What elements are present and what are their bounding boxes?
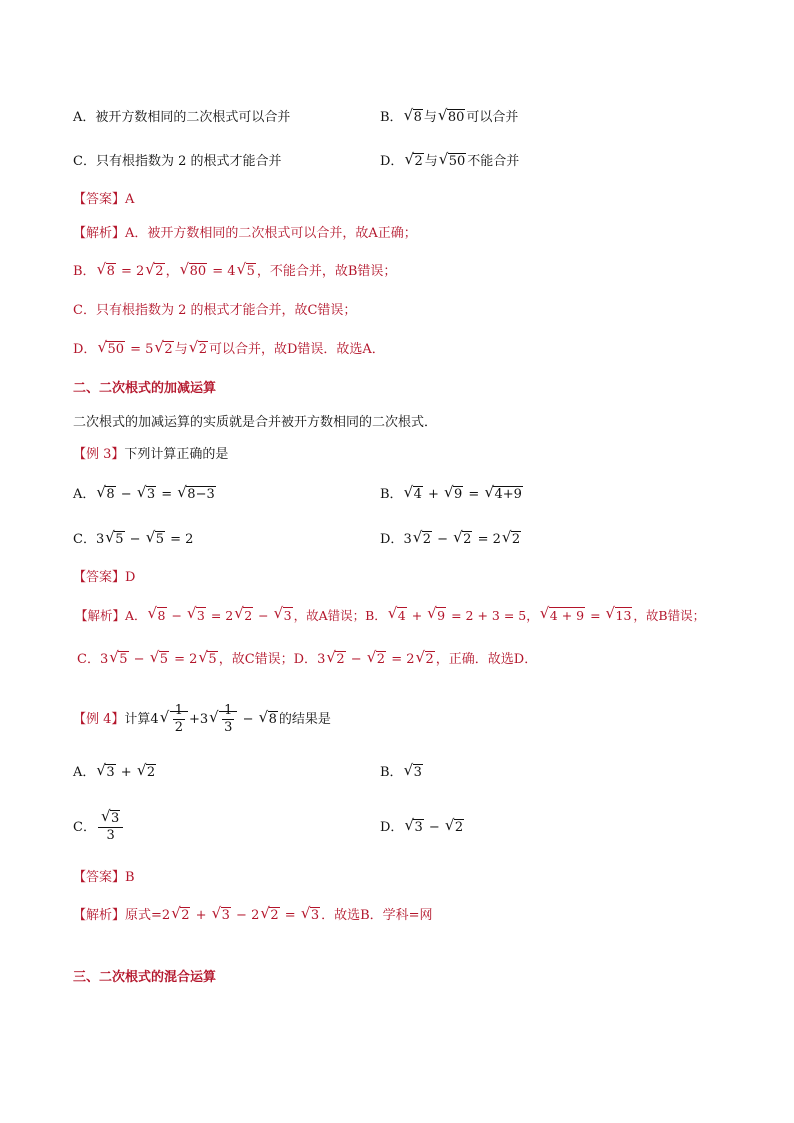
example-4-question: 【例 4】计算4 √ $\frac{1}{2}$ +3 √ $\frac{1}{3}$ − √ 8 的结果是 [73,700,331,740]
ex4-option-b: B．√ 3 [380,763,424,783]
ex3-explanation-1: 【解析】A．√ 8 − √ 3 = 2√ 2 − √ 3 ，故A错误；B．√ 4 + √ 9 = 2 + 3 = 5，√ 4 + 9 = √ 13 ，故B错误； [75,606,705,626]
option-a [73,108,290,128]
section-3-title: 三、二次根式的混合运算 [73,970,217,985]
ex3-option-c: C．3√ 5 − √ 5 = 2 [73,530,193,550]
explanation-line-2: B．√ 8 = 2√ 2 ，√ 80 = 4√ 5 ，不能合并，故B错误； [73,262,396,282]
section-2-desc: 二次根式的加减运算的实质就是合并被开方数相同的二次根式． [73,415,438,430]
option-b: B．√ 8 与√ 80 可以合并 [380,108,518,128]
ex4-option-d: D．√ 3 − √ 2 [380,818,465,838]
ex3-explanation-2: C．3√ 5 − √ 5 = 2√ 5 ，故C错误；D．3√ 2 − √ 2 = 2√ 2 ，正确．故选D． [77,650,537,670]
ex4-option-a: A．√ 3 + √ 2 [73,763,157,783]
sqrt-50: √ 50 [439,152,467,172]
ex4-answer: 【答案】B [73,870,135,885]
ex3-option-b: B．√ 4 + √ 9 = √ 4+9 [380,485,524,505]
ex3-option-a: A．√ 8 − √ 3 = √ 8−3 [73,485,217,505]
explanation-line-1: 【解析】A．被开方数相同的二次根式可以合并，故A正确； [73,226,417,241]
sqrt-80: √ 80 [438,108,466,128]
explanation-line-3: C．只有根指数为 2 的根式才能合并，故C错误； [73,303,357,318]
option-a-text: A．被开方数相同的二次根式可以合并 [73,110,291,125]
section-2-title: 二、二次根式的加减运算 [73,381,217,396]
ex4-option-c: C． √ $\frac{3}{3}$ [73,808,125,848]
ex3-answer: 【答案】D [73,570,136,585]
sqrt-8: √ 8 [404,108,423,128]
ex4-explanation: 【解析】原式=2√ 2 + √ 3 − 2√ 2 = √ 3 ．故选B．学科=网 [73,906,433,926]
option-d: D．√ 2 与√ 50 不能合并 [380,152,519,172]
option-c: C．只有根指数为 2 的根式才能合并 [73,154,282,169]
explanation-line-4: D．√ 50 = 5√ 2 与√ 2 可以合并，故D错误．故选A． [73,340,385,360]
sqrt-2: √ 2 [404,152,423,172]
ex3-option-d: D．3√ 2 − √ 2 = 2√ 2 [380,530,522,550]
answer-line: 【答案】A [73,192,135,207]
example-3-question: 【例 3】下列计算正确的是 [73,447,229,462]
